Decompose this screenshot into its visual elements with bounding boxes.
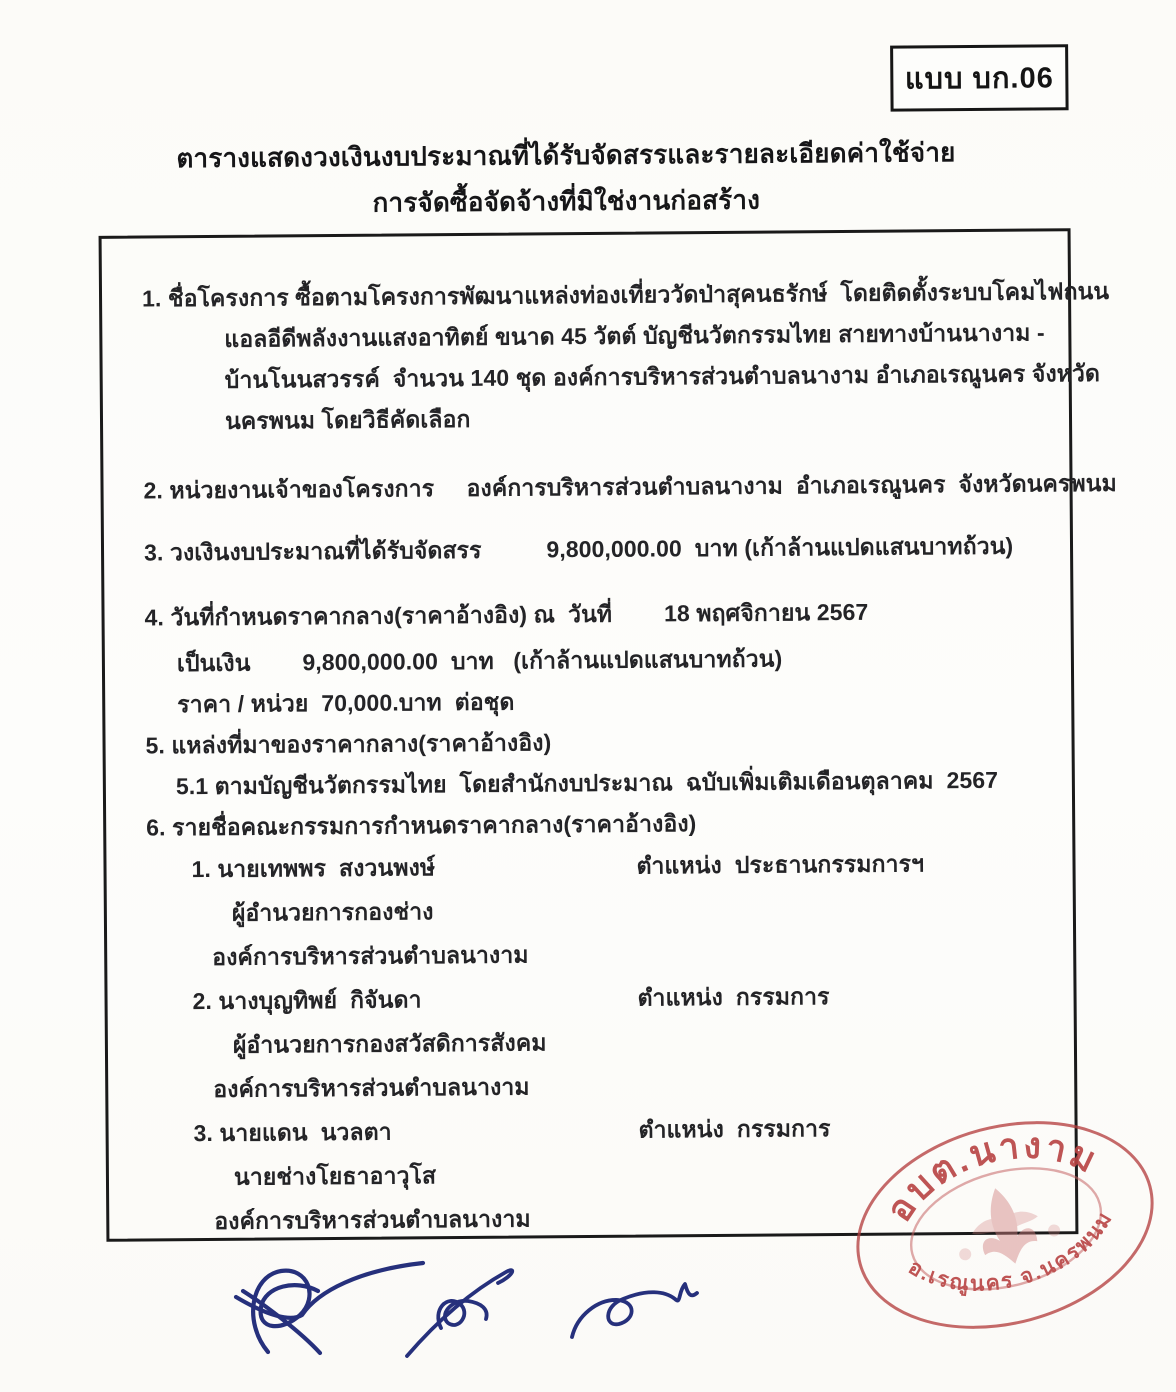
committee-member-3-name: 3. นายแดน นวลตา [193,1118,392,1147]
item1-project-name-line1: 1. ชื่อโครงการ ซื้อตามโครงการพัฒนาแหล่งท่องเที่ยววัดป่าสุคนธรักษ์ โดยติดตั้งระบบโคมไฟถนน [141,277,1110,311]
form-code-label: แบบ บก.06 [904,62,1054,96]
committee-member-3-position: ตำแหน่ง กรรมการ [638,1115,831,1143]
item4-unit-price: ราคา / หน่วย 70,000.บาท ต่อชุด [177,688,515,717]
committee-member-3-org: องค์การบริหารส่วนตำบลนางาม [214,1205,531,1234]
committee-member-2-role: ผู้อำนวยการกองสวัสดิการสังคม [232,1029,547,1058]
document-title [0,128,1134,229]
committee-member-2-row [147,973,1047,1024]
form-code-box [890,44,1069,111]
item5-1-source-detail: 5.1 ตามบัญชีนวัตกรรมไทย โดยสำนักงบประมาณ ฉบับเพิ่มเติมเดือนตุลาคม 2567 [175,766,999,799]
committee-member-1-position: ตำแหน่ง ประธานกรรมการฯ [636,850,925,879]
committee-member-1-name: 1. นายเทพพร สงวนพงษ์ [191,854,436,883]
item1-project-name-line3: บ้านโนนสวรรค์ จำนวน 140 ชุด องค์การบริหารส่วนตำบลนางาม อำเภอเรณูนคร จังหวัด [224,359,1101,393]
item4-amount: เป็นเงิน 9,800,000.00 บาท (เก้าล้านแปดแสนบาทถ้วน) [176,644,783,676]
committee-member-2-org: องค์การบริหารส่วนตำบลนางาม [213,1073,530,1102]
committee-member-3-row [148,1105,1048,1156]
stamp-top-text-curve: อบต.นางาม [877,1124,1106,1229]
stamp-bottom-text-curve: อ.เรณูนคร จ.นครพนม [904,1206,1118,1296]
committee-member-2-position: ตำแหน่ง กรรมการ [637,983,830,1011]
title-line-2: การจัดซื้อจัดจ้างที่มิใช่งานก่อสร้าง [372,184,761,218]
title-line-1: ตารางแสดงวงเงินงบประมาณที่ได้รับจัดสรรและรายละเอียดค่าใช้จ่าย [176,137,956,174]
committee-member-3-role: นายช่างโยธาอาวุโส [233,1162,437,1190]
item1-project-name-line4: นครพนม โดยวิธีคัดเลือก [224,405,471,434]
item6-committee-heading: 6. รายชื่อคณะกรรมการกำหนดราคากลาง(ราคาอ้างอิง) [146,809,697,840]
committee-member-1-role: ผู้อำนวยการกองช่าง [231,898,434,926]
committee-member-2-name: 2. นางบุญทิพย์ กิจันดา [192,986,422,1015]
item3-budget-amount: 3. วงเงินงบประมาณที่ได้รับจัดสรร 9,800,000.00 บาท (เก้าล้านแปดแสนบาทถ้วน) [143,532,1014,565]
item2-owner-agency: 2. หน่วยงานเจ้าของโครงการ องค์การบริหารส่วนตำบลนางาม อำเภอเรณูนคร จังหวัดนครพนม [143,469,1117,503]
committee-member-1-org: องค์การบริหารส่วนตำบลนางาม [212,941,529,970]
item5-price-source: 5. แหล่งที่มาของราคากลาง(ราคาอ้างอิง) [145,728,552,758]
details-box [99,228,1117,1242]
committee-member-1-row [146,841,1046,892]
item4-reference-date: 4. วันที่กำหนดราคากลาง(ราคาอ้างอิง) ณ วันที่ 18 พฤศจิกายน 2567 [144,598,869,630]
item1-project-name-line2: แอลอีดีพลังงานแสงอาทิตย์ ขนาด 45 วัตต์ บัญชีนวัตกรรมไทย สายทางบ้านนางาม - [224,318,1045,352]
